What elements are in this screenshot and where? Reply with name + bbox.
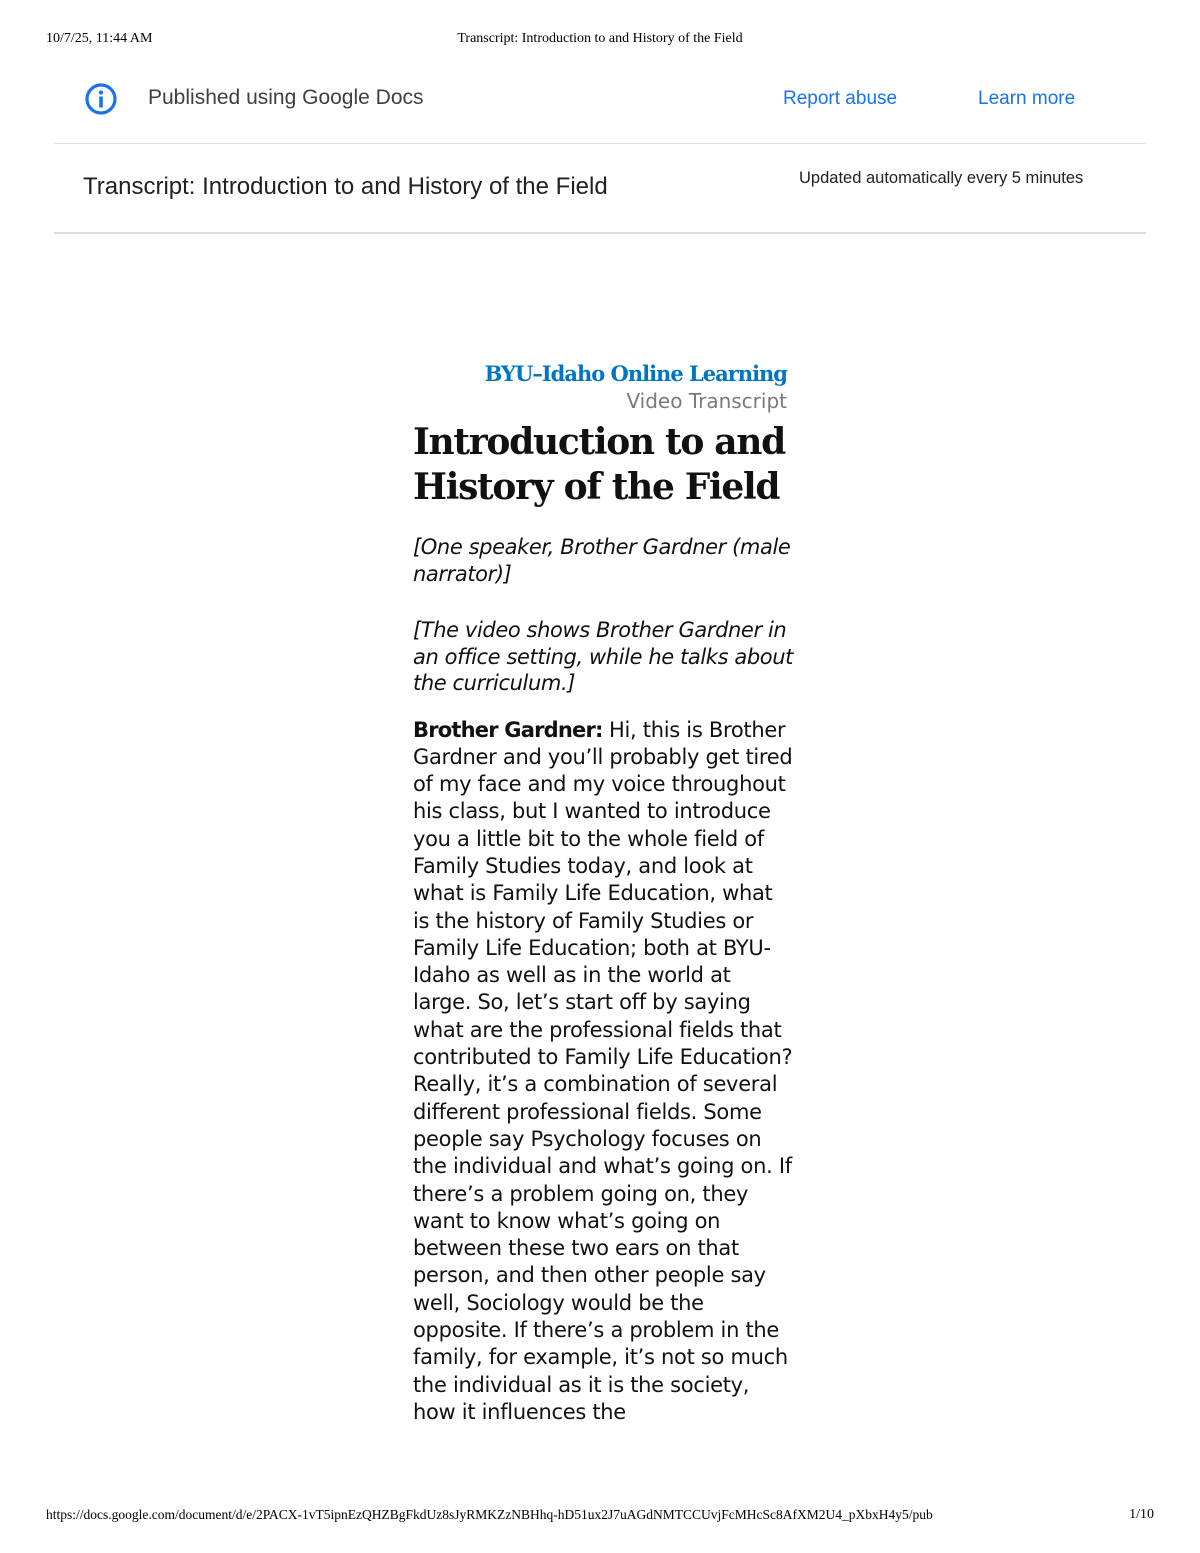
update-note: Updated automatically every 5 minutes [799,169,1084,187]
info-icon[interactable] [84,82,118,116]
learn-more-link[interactable]: Learn more [978,88,1076,109]
speaker-name: Brother Gardner: [413,717,603,742]
publish-bar [54,80,1146,120]
transcript-text: Hi, this is Brother Gardner and you’ll probably get tired of my face and my voice throughout his class, but I wanted to introduce you a little bit to the whole field of Family Studies today, and look at what is Family Life Education, what is the history of Family Studies or Family Life Education; both at BYU-Idaho as well as in the world at large. So, let’s start off by saying what are the professional fields that contributed to Family Life Education? Really, it’s a combination of several different professional fields. Some people say Psychology focuses on the individual and what’s going on. If there’s a problem going on, they want to know what’s going on between these two ears on that person, and then other people say well, Sociology would be the opposite. If there’s a problem in the family, for example, it’s not so much the individual as it is the society, how it influences the [413,717,793,1424]
print-datetime: 10/7/25, 11:44 AM [46,31,153,46]
scene-note: [The video shows Brother Gardner in an office setting, while he talks about the curriculum.] [413,618,793,695]
divider [54,232,1146,234]
divider [54,143,1146,144]
document-subtitle: Video Transcript [626,389,787,413]
doc-header-title: Transcript: Introduction to and History of the Field [83,173,608,200]
transcript-paragraph [413,717,793,1427]
print-page-number: 1/10 [1129,1507,1154,1522]
published-label: Published using Google Docs [148,86,424,109]
report-abuse-link[interactable]: Report abuse [783,88,898,109]
speaker-note: [One speaker, Brother Gardner (male narrator)] [413,535,791,586]
document-body [413,360,793,1426]
page-title: Introduction to and History of the Field [413,421,786,508]
print-page-title: Transcript: Introduction to and History of the Field [457,31,743,46]
print-url: https://docs.google.com/document/d/e/2PACX-1vT5ipnEzQHZBgFkdUz8sJyRMKZzNBHhq-hD51ux2J7uAGdNMTCCUvjFcMHcSc8AfXM2U4_pXbxH4y5/pub [46,1507,933,1522]
brand-heading: BYU–Idaho Online Learning [484,361,787,386]
